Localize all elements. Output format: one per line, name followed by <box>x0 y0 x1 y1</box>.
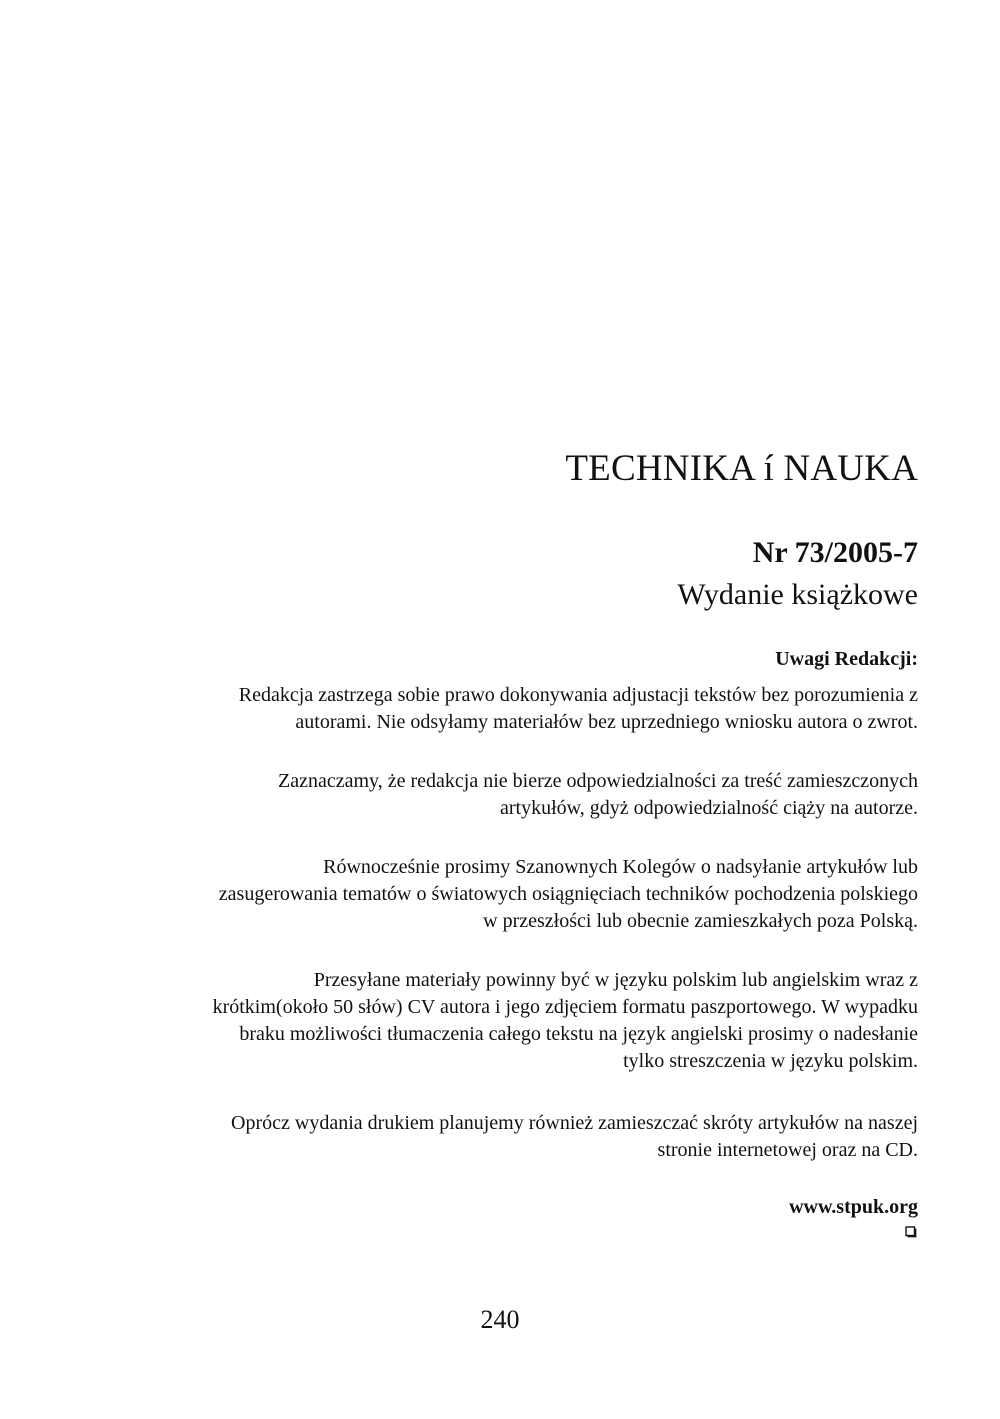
issue-number: Nr 73/2005-7 <box>752 536 918 569</box>
page-number: 240 <box>480 1305 520 1334</box>
paragraph-line: autorami. Nie odsyłamy materiałów bez uprzedniego wniosku autora o zwrot. <box>295 711 918 733</box>
editorial-paragraph <box>38 768 918 822</box>
paragraph-line: stronie internetowej oraz na CD. <box>657 1139 918 1161</box>
editorial-paragraph <box>38 967 918 1075</box>
editorial-notes-heading: Uwagi Redakcji: <box>775 648 918 670</box>
editorial-paragraph <box>38 854 918 935</box>
paragraph-line: tylko streszczenia w języku polskim. <box>623 1050 918 1072</box>
paragraph-line: w przeszłości lub obecnie zamieszkałych poza Polską. <box>483 910 918 932</box>
paragraph-line: Redakcja zastrzega sobie prawo dokonywania adjustacji tekstów bez porozumienia z <box>238 684 918 706</box>
paragraph-line: Przesyłane materiały powinny być w języku polskim lub angielskim wraz z <box>313 969 918 991</box>
end-of-article-square-icon <box>905 1226 917 1238</box>
paragraph-line: Zaznaczamy, że redakcja nie bierze odpowiedzialności za treść zamieszczonych <box>278 770 918 792</box>
magazine-title: TECHNIKA í NAUKA <box>565 448 918 489</box>
edition-label: Wydanie książkowe <box>677 578 918 611</box>
paragraph-line: krótkim(około 50 słów) CV autora i jego zdjęciem formatu paszportowego. W wypadku <box>212 996 918 1018</box>
editorial-paragraph <box>38 682 918 736</box>
paragraph-line: braku możliwości tłumaczenia całego tekstu na język angielski prosimy o nadesłanie <box>239 1023 918 1045</box>
editorial-paragraph <box>38 1110 918 1164</box>
paragraph-line: Równocześnie prosimy Szanownych Kolegów o nadsyłanie artykułów lub <box>323 856 918 878</box>
paragraph-line: zasugerowania tematów o światowych osiągnięciach techników pochodzenia polskiego <box>218 883 918 905</box>
paragraph-line: artykułów, gdyż odpowiedzialność ciąży na autorze. <box>500 797 918 819</box>
website-link[interactable]: www.stpuk.org <box>789 1196 918 1218</box>
paragraph-line: Oprócz wydania drukiem planujemy również zamieszczać skróty artykułów na naszej <box>231 1112 918 1134</box>
